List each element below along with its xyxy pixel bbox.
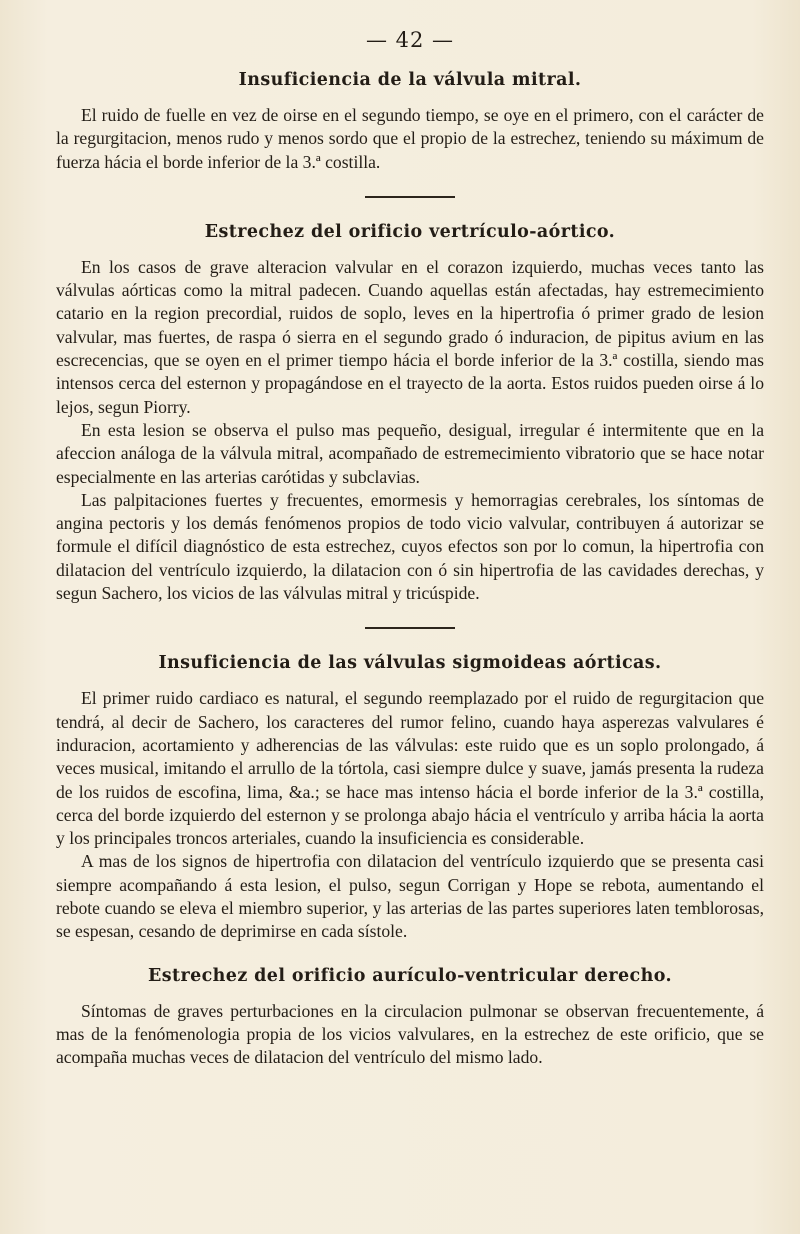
paragraph: Las palpitaciones fuertes y frecuentes, emormesis y hemorragias cerebrales, los síntomas de angina pectoris y los demás fenómenos propios de todo vicio valvular, contribuyen á autorizar se formule el difícil diagnóstico de esta estrechez, cuyos efectos son por lo comun, la hipertrofia con dilatacion del ventrículo izquierdo, la dilatacion con ó sin hipertrofia de las cavidades derechas, y segun Sachero, los vicios de las válvulas mitral y tricúspide.	[56, 489, 764, 604]
page-number: — 42 —	[365, 28, 455, 52]
section-aortic-insufficiency	[56, 653, 764, 943]
section-title: Insuficiencia de las válvulas sigmoideas aórticas.	[158, 653, 662, 674]
paragraph: A mas de los signos de hipertrofia con dilatacion del ventrículo izquierdo que se presenta casi siempre acompañando á esta lesion, el pulso, segun Corrigan y Hope se rebota, aumentando el rebote cuando se eleva el miembro superior, y las arterias de las partes superiores laten temblorosas, se espesan, cesando de deprimirse en cada sístole.	[56, 851, 764, 942]
section-divider	[365, 196, 455, 198]
section-title: Estrechez del orificio aurículo-ventricular derecho.	[148, 965, 672, 986]
paragraph: El primer ruido cardiaco es natural, el segundo reemplazado por el ruido de regurgitacion que tendrá, al decir de Sachero, los caracteres del rumor felino, cuando haya asperezas valvulares é induracion, acortamiento y adherencias de las válvulas: este ruido que es un soplo prolongado, á veces musical, imitando el arrullo de la tórtola, casi siempre dulce y suave, jamás presenta la rudeza de los ruidos de escofina, lima, &a.; se hace mas intenso hácia el borde inferior de la 3.ª costilla, cerca del borde izquierdo del esternon y se prolonga abajo hácia el ventrículo y arriba hácia la aorta y los principales troncos arteriales, cuando la insuficiencia es considerable.	[56, 688, 764, 849]
section-divider	[365, 627, 455, 629]
paragraph: En esta lesion se observa el pulso mas pequeño, desigual, irregular é intermitente que en la afeccion análoga de la válvula mitral, acompañado de estremecimiento vibratorio que se hace notar especialmente en las arterias carótidas y subclavias.	[56, 419, 764, 487]
section-title: Insuficiencia de la válvula mitral.	[238, 70, 582, 90]
paragraph: En los casos de grave alteracion valvular en el corazon izquierdo, muchas veces tanto las válvulas aórticas como la mitral padecen. Cuando aquellas están afectadas, hay estremecimiento catario en la region precordial, ruidos de soplo, leves en la hipertrofia ó primer grado de lesion valvular, mas fuertes, de raspa ó sierra en el segundo grado ó induracion, de pipitus avium en las escrecencias, que se oyen en el primer tiempo hácia el borde inferior de la 3.ª costilla, siendo mas intensos cerca del esternon y propagándose en el trayecto de la aorta. Estos ruidos pueden oirse á lo lejos, segun Piorry.	[56, 256, 764, 417]
section-aortic-stenosis	[56, 222, 764, 605]
section-title: Estrechez del orificio vertrículo-aórtico.	[204, 221, 616, 242]
paragraph: Síntomas de graves perturbaciones en la circulacion pulmonar se observan frecuentemente, á mas de la fenómenologia propia de los vicios valvulares, en la estrechez de este orificio, que se acompaña muchas veces de dilatacion del ventrículo del mismo lado.	[56, 1000, 764, 1068]
paragraph: El ruido de fuelle en vez de oirse en el segundo tiempo, se oye en el primero, con el carácter de la regurgitacion, menos rudo y menos sordo que el propio de la estrechez, teniendo su máximum de fuerza hácia el borde inferior de la 3.ª costilla.	[56, 105, 764, 172]
section-tricuspid-stenosis	[56, 966, 764, 1070]
section-mitral-insufficiency	[56, 70, 764, 174]
